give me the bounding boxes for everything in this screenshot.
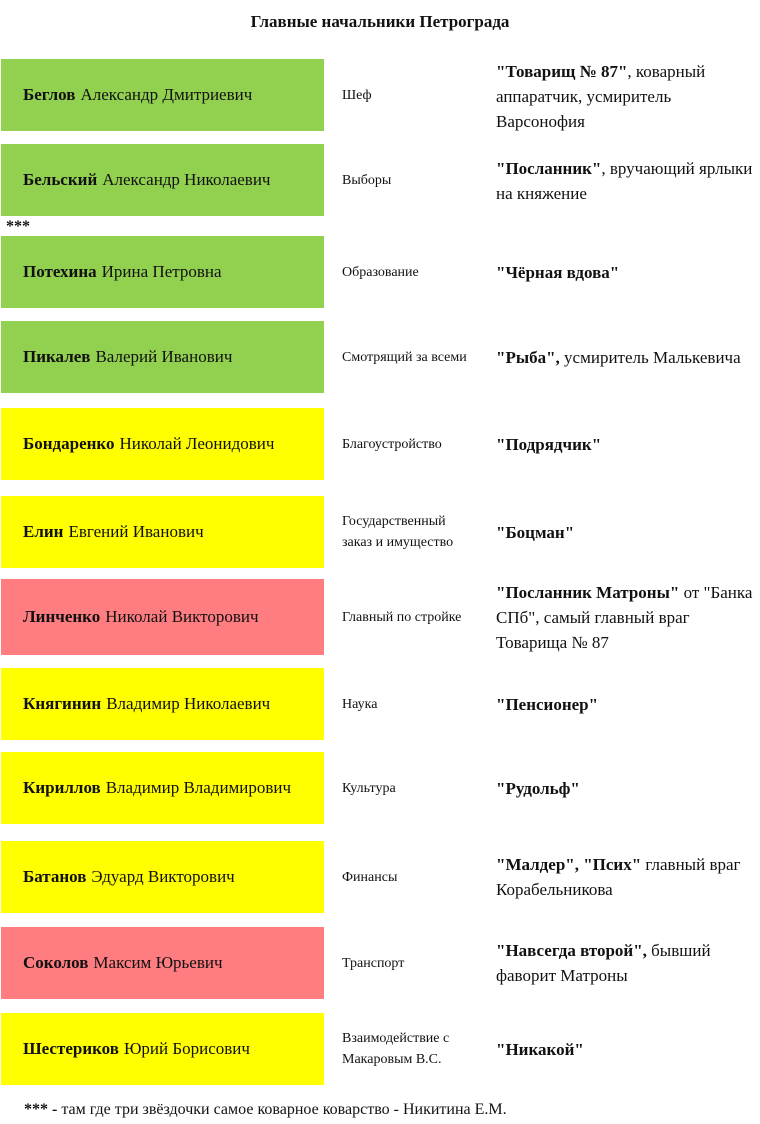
role-cell: Благоустройство [342,436,442,452]
nickname-note: от "Банка СПб", самый главный враг Товарища № 87 [496,582,753,652]
surname: Кириллов [23,778,101,797]
given-name: Николай Леонидович [119,434,275,453]
table-row [0,927,760,999]
given-name: Ирина Петровна [101,262,222,281]
nickname-note: усмиритель Малькевича [559,347,741,367]
role-cell: Выборы [342,172,392,188]
surname: Пикалев [23,347,91,366]
footnote [24,1101,507,1119]
nickname: "Боцман" [496,522,575,542]
given-name: Александр Николаевич [102,170,271,189]
table-row [0,408,760,480]
nickname: "Чёрная вдова" [496,262,620,282]
role-cell: Взаимодействие с Макаровым В.С. [342,1031,450,1067]
surname: Соколов [23,953,89,972]
given-name: Владимир Николаевич [106,694,271,713]
nickname-cell [496,236,758,308]
name-cell [1,321,324,393]
nickname-cell [496,841,758,913]
nickname-cell [496,408,758,480]
name-cell [1,236,324,308]
surname: Шестериков [23,1039,119,1058]
given-name: Максим Юрьевич [93,953,223,972]
stars-marker: *** [6,218,30,235]
table-row [0,841,760,913]
role-cell: Главный по стройке [342,609,462,625]
role-cell: Образование [342,264,419,280]
nickname-cell [496,927,758,999]
surname: Беглов [23,85,76,104]
name-cell [1,841,324,913]
page-title: Главные начальники Петрограда [250,12,510,31]
table-row [0,496,760,568]
name-cell [1,668,324,740]
name-cell [1,408,324,480]
nickname: "Никакой" [496,1039,584,1059]
name-cell [1,927,324,999]
table-row [0,59,760,131]
table-row [0,144,760,216]
nickname-cell [496,579,758,655]
table-row [0,752,760,824]
nickname-cell [496,1013,758,1085]
nickname-cell [496,496,758,568]
nickname-note: бывший фаворит Матроны [496,941,711,985]
surname: Потехина [23,262,97,281]
name-cell [1,579,324,655]
surname: Княгинин [23,694,102,713]
table-row [0,668,760,740]
surname: Бондаренко [23,434,115,453]
nickname: "Рудольф" [496,778,580,798]
role-cell: Шеф [342,87,372,103]
nickname: "Пенсионер" [496,694,599,714]
nickname-cell [496,321,758,393]
nickname: "Навсегда второй", [496,941,647,960]
name-cell [1,144,324,216]
nickname: "Рыба", [496,347,560,367]
surname: Бельский [23,170,98,189]
name-cell [1,496,324,568]
role-cell: Культура [342,780,396,796]
table-row [0,236,760,308]
table-row [0,1013,760,1085]
nickname: "Подрядчик" [496,434,602,454]
nickname-note: главный враг Корабельникова [496,855,741,899]
name-cell [1,1013,324,1085]
role-cell: Финансы [342,869,398,885]
surname: Батанов [23,867,87,886]
given-name: Владимир Владимирович [105,778,292,797]
nickname: "Товарищ № 87" [496,62,628,81]
nickname-cell [496,668,758,740]
role-cell: Наука [342,696,378,712]
given-name: Александр Дмитриевич [80,85,253,104]
role-cell: Государственный заказ и имущество [342,514,454,550]
role-cell: Смотрящий за всеми [342,349,467,365]
footnote-marker: *** - [24,1101,62,1118]
given-name: Евгений Иванович [68,522,204,541]
surname: Линченко [23,607,101,626]
table-row [0,579,760,655]
nickname-cell [496,144,758,216]
table-row [0,321,760,393]
given-name: Юрий Борисович [123,1039,250,1058]
name-cell [1,752,324,824]
nickname: "Малдер", "Псих" [496,855,642,874]
nickname-cell [496,752,758,824]
name-cell [1,59,324,131]
given-name: Эдуард Викторович [91,867,235,886]
given-name: Николай Викторович [105,607,259,626]
nickname: "Посланник" [496,159,602,178]
nickname-note: , коварный аппаратчик, усмиритель Варсонофия [496,62,706,131]
surname: Елин [23,522,64,541]
nickname: "Посланник Матроны" [496,582,680,602]
nickname-cell [496,59,758,131]
nickname-note: , вручающий ярлыки на княжение [496,159,753,203]
footnote-text: там где три звёздочки самое коварное коварство - Никитина Е.М. [61,1101,507,1118]
given-name: Валерий Иванович [95,347,233,366]
role-cell: Транспорт [342,955,405,971]
